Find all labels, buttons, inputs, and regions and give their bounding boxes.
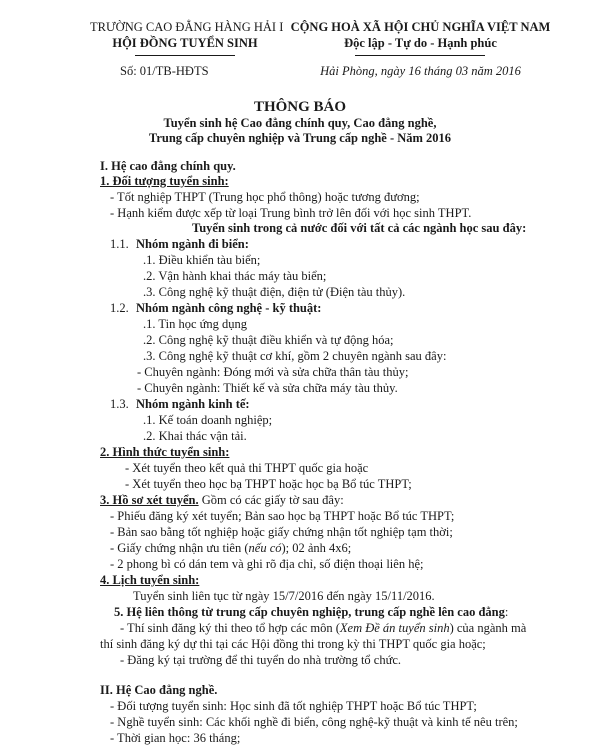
format-line: - Xét tuyển theo kết quả thi THPT quốc gia hoặc [125, 461, 369, 475]
section-1-heading: I. Hệ cao đẳng chính quy. [100, 159, 236, 173]
national-motto: Độc lập - Tự do - Hạnh phúc [344, 36, 497, 50]
target-line: - Tốt nghiệp THPT (Trung học phổ thông) hoặc tương đương; [110, 190, 420, 204]
group-number: 1.1. [110, 237, 129, 251]
documents-heading-line [100, 493, 344, 508]
group-number: 1.2. [110, 301, 129, 315]
header-right-rule [355, 55, 485, 56]
list-item: .1. Kế toán doanh nghiệp; [143, 413, 273, 427]
documents-heading-rest: Gồm có các giấy tờ sau đây: [198, 493, 344, 507]
documents-heading: 3. Hồ sơ xét tuyển. [100, 493, 199, 507]
schedule-heading: 4. Lịch tuyển sinh: [100, 573, 200, 587]
list-item: .3. Công nghệ kỹ thuật cơ khí, gồm 2 chuyên ngành sau đây: [143, 349, 447, 363]
list-item: .2. Khai thác vận tải. [143, 429, 247, 443]
documents-line: - Giấy chứng nhận ưu tiên (nếu có); 02 ảnh 4x6; [110, 541, 352, 555]
place-date: Hải Phòng, ngày 16 tháng 03 năm 2016 [320, 64, 521, 78]
format-heading: 2. Hình thức tuyển sinh: [100, 445, 230, 459]
bridge-line: - Thí sinh đăng ký thi theo tổ hợp các môn (Xem Đề án tuyển sinh) của ngành mà [120, 621, 527, 635]
document-number: Số: 01/TB-HĐTS [120, 64, 209, 78]
bridge-heading-line: 5. Hệ liên thông từ trung cấp chuyên nghiệp, trung cấp nghề lên cao đẳng: [114, 605, 509, 619]
vocational-line: - Nghề tuyển sinh: Các khối nghề đi biển, công nghệ-kỹ thuật và kinh tế nêu trên; [110, 715, 518, 729]
documents-line: - Bản sao bằng tốt nghiệp hoặc giấy chứng nhận tốt nghiệp tạm thời; [110, 525, 453, 539]
vocational-line: - Thời gian học: 36 tháng; [110, 731, 241, 745]
header-left-rule [135, 55, 235, 56]
section-2-heading: II. Hệ Cao đẳng nghề. [100, 683, 218, 697]
list-item: .1. Điều khiển tàu biển; [143, 253, 261, 267]
bridge-heading: 5. Hệ liên thông từ trung cấp chuyên nghiệp, trung cấp nghề lên cao đẳng [114, 605, 505, 619]
school-name: TRƯỜNG CAO ĐẲNG HÀNG HẢI I [90, 20, 284, 34]
group-heading: Nhóm ngành kinh tế: [136, 397, 250, 411]
target-line: - Hạnh kiểm được xếp từ loại Trung bình trở lên đối với học sinh THPT. [110, 206, 472, 220]
group-heading: Nhóm ngành đi biển: [136, 237, 249, 251]
group-heading: Nhóm ngành công nghệ - kỹ thuật: [136, 301, 322, 315]
vocational-line: - Đối tượng tuyển sinh: Học sinh đã tốt nghiệp THPT hoặc Bổ túc THPT; [110, 699, 477, 713]
major-item: - Chuyên ngành: Đóng mới và sửa chữa thân tàu thủy; [137, 365, 409, 379]
schedule-line: Tuyển sinh liên tục từ ngày 15/7/2016 đến ngày 15/11/2016. [133, 589, 435, 603]
list-item: .2. Vận hành khai thác máy tàu biển; [143, 269, 327, 283]
document-subtitle-2: Trung cấp chuyên nghiệp và Trung cấp nghề - Năm 2016 [148, 131, 452, 145]
list-item: .2. Công nghệ kỹ thuật điều khiển và tự động hóa; [143, 333, 394, 347]
list-item: .3. Công nghệ kỹ thuật điện, điện tử (Điện tàu thủy). [143, 285, 406, 299]
document-title: THÔNG BÁO [253, 99, 347, 115]
group-number: 1.3. [110, 397, 129, 411]
list-item: .1. Tin học ứng dụng [143, 317, 248, 331]
bridge-line: - Đăng ký tại trường để thi tuyển do nhà trường tổ chức. [120, 653, 402, 667]
council-name: HỘI ĐỒNG TUYỂN SINH [112, 36, 258, 50]
document-subtitle-1: Tuyển sinh hệ Cao đẳng chính quy, Cao đẳng nghề, [163, 116, 437, 130]
format-line: - Xét tuyển theo học bạ THPT hoặc học bạ Bổ túc THPT; [125, 477, 412, 491]
target-heading: 1. Đối tượng tuyển sinh: [100, 174, 229, 188]
scope-statement: Tuyển sinh trong cả nước đối với tất cả các ngành học sau đây: [192, 221, 527, 235]
major-item: - Chuyên ngành: Thiết kế và sửa chữa máy tàu thủy. [137, 381, 398, 395]
bridge-line: thí sinh đăng ký dự thi tại các Hội đồng thi trong kỳ thi THPT quốc gia hoặc; [100, 637, 486, 651]
country-name: CỘNG HOÀ XÃ HỘI CHỦ NGHĨA VIỆT NAM [290, 20, 551, 34]
documents-line: - 2 phong bì có dán tem và ghi rõ địa chỉ, số điện thoại liên hệ; [110, 557, 424, 571]
documents-line: - Phiếu đăng ký xét tuyển; Bản sao học bạ THPT hoặc Bổ túc THPT; [110, 509, 455, 523]
